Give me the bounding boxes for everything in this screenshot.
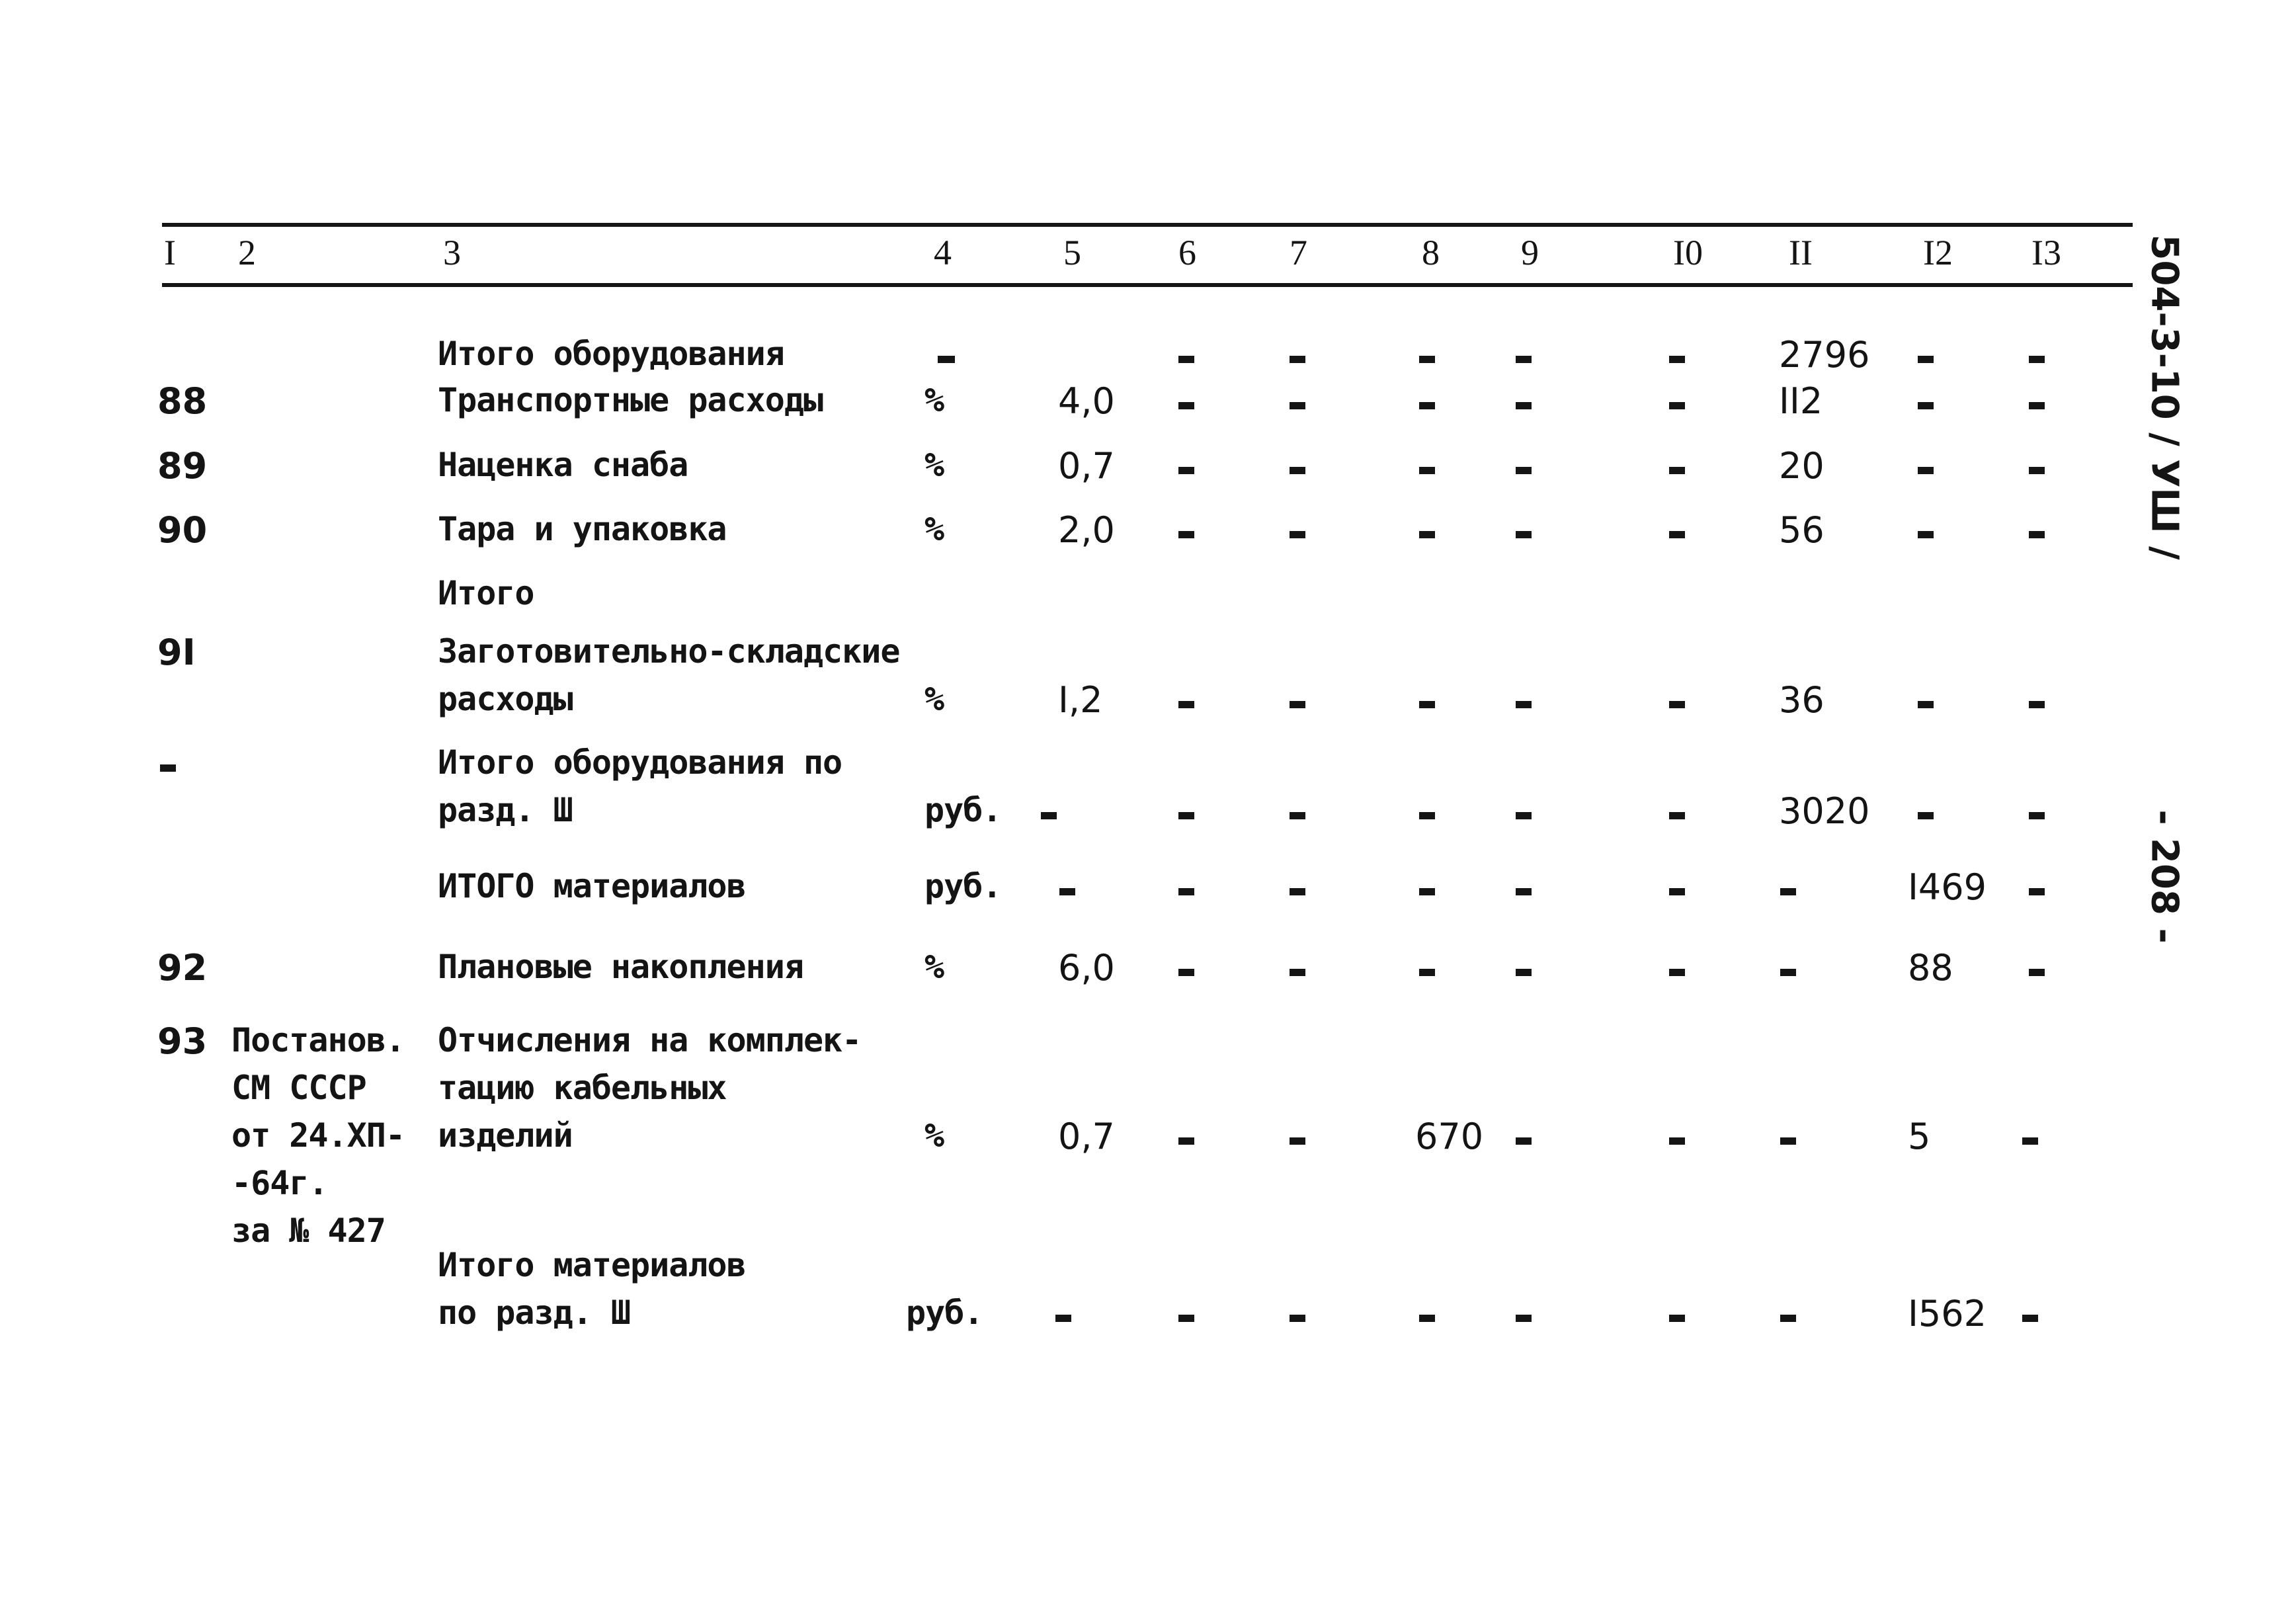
dash-mark xyxy=(1516,969,1532,976)
column-header-7: 7 xyxy=(1290,233,1307,272)
dash-mark xyxy=(1516,467,1532,474)
total-cell: 3020 xyxy=(1779,790,1870,832)
item-name-line: Итого оборудования xyxy=(438,335,784,373)
dash-mark xyxy=(1918,467,1934,474)
dash-mark xyxy=(1780,1137,1796,1145)
column-header-8: 8 xyxy=(1422,233,1440,272)
source-reference-line: Постанов. xyxy=(231,1021,405,1059)
dash-mark xyxy=(160,764,176,772)
row-number: 92 xyxy=(157,947,208,989)
total-cell: II2 xyxy=(1779,380,1823,422)
dash-mark xyxy=(1669,812,1685,819)
dash-mark xyxy=(1780,888,1796,895)
dash-mark xyxy=(1516,402,1532,409)
item-name-line: Транспортные расходы xyxy=(438,381,823,419)
unit-cell: % xyxy=(924,510,944,548)
dash-mark xyxy=(1516,1137,1532,1145)
page-number-mark xyxy=(2133,767,2196,985)
dash-mark xyxy=(1669,701,1685,708)
rate-cell: 4,0 xyxy=(1058,380,1115,422)
column-header-12: I2 xyxy=(1923,233,1953,272)
dash-mark xyxy=(1178,969,1194,976)
source-reference-line: от 24.ХП- xyxy=(231,1116,405,1155)
column-header-10: I0 xyxy=(1673,233,1703,272)
row-number: 9I xyxy=(157,632,196,673)
item-name-line: Итого материалов xyxy=(438,1246,746,1284)
rate-cell: I,2 xyxy=(1058,679,1103,721)
dash-mark xyxy=(1178,356,1194,363)
dash-mark xyxy=(1290,467,1305,474)
dash-mark xyxy=(1516,356,1532,363)
page-number-text: - 208 - xyxy=(2143,809,2186,944)
item-name-line: Заготовительно-складские xyxy=(438,632,900,671)
dash-mark xyxy=(2029,402,2045,409)
rate-cell: 0,7 xyxy=(1058,1116,1115,1157)
rate-cell: 0,7 xyxy=(1058,445,1115,487)
column-header-6: 6 xyxy=(1178,233,1196,272)
item-name-line: ИТОГО материалов xyxy=(438,867,746,905)
dash-mark xyxy=(1290,888,1305,895)
column-header-4: 4 xyxy=(934,233,952,272)
dash-mark xyxy=(1178,1137,1194,1145)
dash-mark xyxy=(1669,356,1685,363)
unit-cell: % xyxy=(924,381,944,419)
dash-mark xyxy=(1516,812,1532,819)
dash-mark xyxy=(1178,467,1194,474)
dash-mark xyxy=(1290,402,1305,409)
dash-mark xyxy=(1290,701,1305,708)
materials-cell: 5 xyxy=(1908,1116,1931,1157)
materials-cell: I562 xyxy=(1908,1293,1987,1334)
total-cell: 20 xyxy=(1779,445,1824,487)
source-reference-line: за № 427 xyxy=(231,1211,386,1250)
dash-mark xyxy=(1178,402,1194,409)
dash-mark xyxy=(1178,531,1194,538)
dash-mark xyxy=(1419,888,1435,895)
dash-mark xyxy=(939,356,955,363)
item-name-line: Плановые накопления xyxy=(438,948,803,986)
column-header-1: I xyxy=(164,233,176,272)
item-name-line: Итого xyxy=(438,574,534,612)
dash-mark xyxy=(2029,356,2045,363)
item-name-line: тацию кабельных xyxy=(438,1069,727,1107)
dash-mark xyxy=(1516,1315,1532,1322)
row-number: 88 xyxy=(157,380,208,422)
unit-cell: руб. xyxy=(924,867,1002,905)
dash-mark xyxy=(1290,1137,1305,1145)
table-header-rule xyxy=(162,283,2133,287)
dash-mark xyxy=(2029,888,2045,895)
rate-cell: 6,0 xyxy=(1058,947,1115,989)
document-code-text: 504-3-10 / УШ / xyxy=(2143,233,2186,560)
row-number: 93 xyxy=(157,1020,208,1062)
dash-mark xyxy=(1918,356,1934,363)
dash-mark xyxy=(1419,969,1435,976)
dash-mark xyxy=(1178,888,1194,895)
dash-mark xyxy=(1419,356,1435,363)
item-name-line: расходы xyxy=(438,680,573,718)
dash-mark xyxy=(1780,1315,1796,1322)
dash-mark xyxy=(1669,969,1685,976)
dash-mark xyxy=(1419,531,1435,538)
item-name-line: Итого оборудования по xyxy=(438,743,842,782)
total-cell: 36 xyxy=(1779,679,1824,721)
dash-mark xyxy=(1669,1315,1685,1322)
item-name-line: изделий xyxy=(438,1116,573,1155)
unit-cell: % xyxy=(924,1116,944,1155)
total-cell: 56 xyxy=(1779,509,1824,551)
dash-mark xyxy=(1178,701,1194,708)
dash-mark xyxy=(2022,1137,2038,1145)
dash-mark xyxy=(1419,402,1435,409)
column-header-13: I3 xyxy=(2031,233,2061,272)
dash-mark xyxy=(1516,531,1532,538)
dash-mark xyxy=(2029,467,2045,474)
dash-mark xyxy=(1419,1315,1435,1322)
column-header-3: 3 xyxy=(443,233,461,272)
rate-cell: 2,0 xyxy=(1058,509,1115,551)
dash-mark xyxy=(1290,531,1305,538)
dash-mark xyxy=(1669,888,1685,895)
materials-cell: 88 xyxy=(1908,947,1953,989)
dash-mark xyxy=(1669,467,1685,474)
dash-mark xyxy=(1918,531,1934,538)
dash-mark xyxy=(1516,888,1532,895)
dash-mark xyxy=(1178,812,1194,819)
unit-cell: руб. xyxy=(906,1293,983,1332)
dash-mark xyxy=(1780,969,1796,976)
dash-mark xyxy=(1041,812,1057,819)
item-name-line: Отчисления на комплек- xyxy=(438,1021,862,1059)
unit-cell: % xyxy=(924,680,944,718)
item-name-line: разд. Ш xyxy=(438,791,573,829)
dash-mark xyxy=(1918,812,1934,819)
dash-mark xyxy=(1419,701,1435,708)
item-name-line: Тара и упаковка xyxy=(438,510,727,548)
column-header-9: 9 xyxy=(1521,233,1539,272)
value-cell: 670 xyxy=(1415,1116,1484,1157)
dash-mark xyxy=(1669,1137,1685,1145)
unit-cell: % xyxy=(924,948,944,986)
unit-cell: % xyxy=(924,446,944,484)
dash-mark xyxy=(1059,888,1075,895)
dash-mark xyxy=(1290,969,1305,976)
column-header-2: 2 xyxy=(238,233,256,272)
dash-mark xyxy=(2029,531,2045,538)
dash-mark xyxy=(1178,1315,1194,1322)
dash-mark xyxy=(1918,402,1934,409)
unit-cell: руб. xyxy=(924,791,1002,829)
dash-mark xyxy=(2029,812,2045,819)
source-reference-line: -64г. xyxy=(231,1164,328,1202)
dash-mark xyxy=(1516,701,1532,708)
dash-mark xyxy=(1918,701,1934,708)
dash-mark xyxy=(1055,1315,1071,1322)
total-cell: 2796 xyxy=(1779,334,1870,376)
dash-mark xyxy=(1669,531,1685,538)
document-code-mark xyxy=(2133,233,2196,560)
dash-mark xyxy=(1419,812,1435,819)
dash-mark xyxy=(1290,812,1305,819)
dash-mark xyxy=(1669,402,1685,409)
dash-mark xyxy=(2029,701,2045,708)
dash-mark xyxy=(2029,969,2045,976)
row-number: 89 xyxy=(157,445,208,487)
item-name-line: Наценка снаба xyxy=(438,446,688,484)
dash-mark xyxy=(1290,356,1305,363)
item-name-line: по разд. Ш xyxy=(438,1293,631,1332)
dash-mark xyxy=(2022,1315,2038,1322)
materials-cell: I469 xyxy=(1908,866,1987,908)
column-header-11: II xyxy=(1789,233,1813,272)
source-reference-line: СМ СССР xyxy=(231,1069,366,1107)
dash-mark xyxy=(1419,467,1435,474)
table-top-rule xyxy=(162,223,2133,227)
dash-mark xyxy=(1290,1315,1305,1322)
row-number: 90 xyxy=(157,509,208,551)
column-header-5: 5 xyxy=(1063,233,1081,272)
